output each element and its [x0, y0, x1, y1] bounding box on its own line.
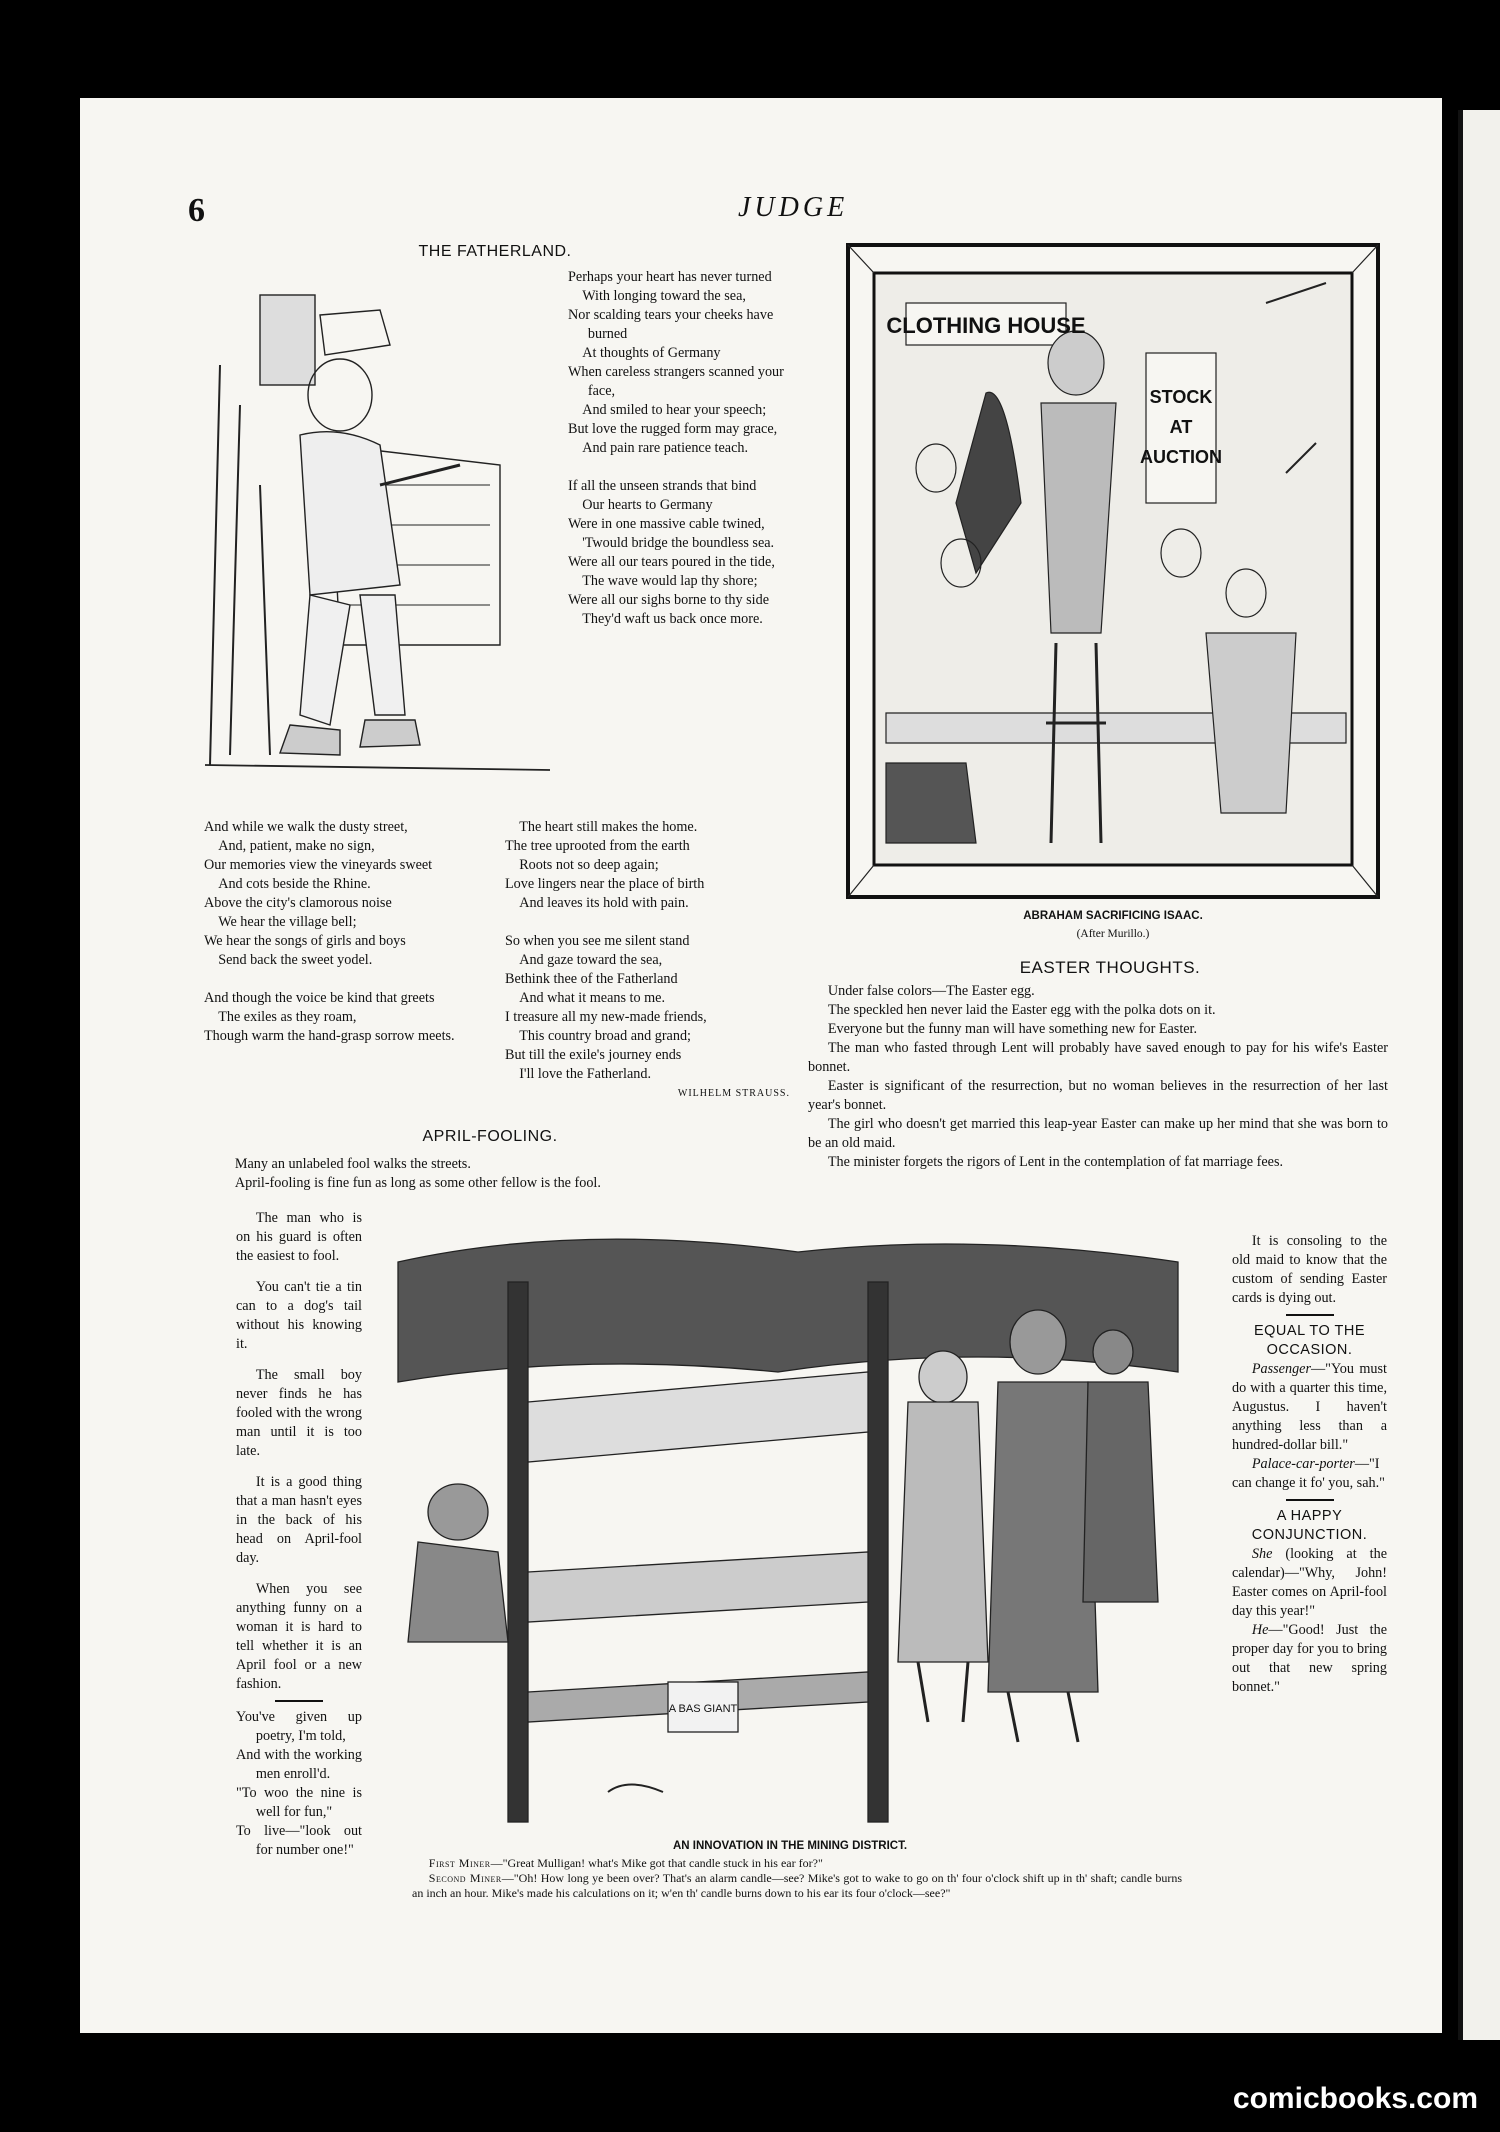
easter-paragraph: Everyone but the funny man will have something new for Easter.: [827, 1021, 1198, 1037]
next-page-edge: [1458, 110, 1500, 2040]
easter-paragraphs: [808, 982, 1388, 1172]
verse-line: If all the unseen strands that bind: [568, 478, 757, 494]
verse-line: But till the exile's journey ends: [505, 1047, 682, 1063]
equal-passenger-line: [1232, 1360, 1387, 1455]
verse-line: And with the working men enroll'd.: [236, 1747, 362, 1782]
verse-line: Nor scalding tears your cheeks have burned: [568, 307, 774, 342]
second-miner-quote: [412, 1871, 1182, 1901]
verse-line: And smiled to hear your speech;: [582, 402, 767, 418]
verse-line: So when you see me silent stand: [505, 933, 690, 949]
verse-line: Above the city's clamorous noise: [204, 895, 392, 911]
quote-text: —"Great Mulligan! what's Mike got that candle stuck in his ear for?": [490, 1856, 823, 1870]
verse-line: And pain rare patience teach.: [582, 440, 749, 456]
fatherland-illustration: [200, 285, 560, 775]
equal-porter-line: [1232, 1455, 1387, 1493]
speaker-label: Palace-car-porter: [1251, 1456, 1355, 1472]
mining-district-illustration: [378, 1222, 1196, 1834]
easter-paragraph: The minister forgets the rigors of Lent in the contemplation of fat marriage fees.: [827, 1154, 1284, 1170]
mining-dialogue: [412, 1856, 1182, 1901]
verse-line: Though warm the hand-grasp sorrow meets.: [204, 1028, 455, 1044]
page-border: [1458, 110, 1463, 2040]
verse-line: We hear the songs of girls and boys: [204, 933, 406, 949]
easter-paragraph: Under false colors—The Easter egg.: [827, 983, 1035, 999]
verse-line: We hear the village bell;: [218, 914, 357, 930]
auction-sign-line-2: AT: [1169, 417, 1193, 437]
april-intro-line: April-fooling is fine fun as long as some other fellow is the fool.: [234, 1175, 601, 1191]
verse-line: The tree uprooted from the earth: [505, 838, 690, 854]
verse-line: Were all our tears poured in the tide,: [568, 554, 775, 570]
verse-line: Were all our sighs borne to thy side: [568, 592, 769, 608]
verse-line: And gaze toward the sea,: [519, 952, 663, 968]
verse-line: And cots beside the Rhine.: [218, 876, 371, 892]
easter-paragraph: Easter is significant of the resurrection, but no woman believes in the resurrection of her last year's bonnet.: [808, 1078, 1388, 1113]
abraham-subcaption: (After Murillo.): [1076, 928, 1150, 940]
verse-line: I treasure all my new-made friends,: [505, 1009, 707, 1025]
fatherland-title: THE FATHERLAND.: [418, 243, 572, 260]
magazine-title: JUDGE: [738, 192, 849, 223]
quote-text: (looking at the calendar)—"Why, John! Easter comes on April-fool day this year!": [1232, 1546, 1387, 1619]
section-divider: [275, 1700, 323, 1702]
april-fooling-column: [236, 1209, 362, 1860]
verse-line: And what it means to me.: [519, 990, 665, 1006]
speaker-label: Second Miner: [428, 1871, 502, 1885]
verse-line: But love the rugged form may grace,: [568, 421, 778, 437]
right-narrow-column: [1232, 1232, 1387, 1697]
quote-text: —"Good! Just the proper day for you to bring out that new spring bonnet.": [1232, 1622, 1387, 1695]
happy-conjunction-title: A HAPPY CONJUNCTION.: [1251, 1508, 1368, 1543]
happy-he-line: [1232, 1621, 1387, 1697]
easter-title: EASTER THOUGHTS.: [1019, 958, 1201, 977]
fatherland-left-stanzas: [204, 818, 482, 1046]
verse-line: With longing toward the sea,: [582, 288, 746, 304]
fatherland-right-stanzas: [505, 818, 790, 1103]
verse-line: And while we walk the dusty street,: [204, 819, 408, 835]
verse-line: Our hearts to Germany: [582, 497, 713, 513]
clothing-house-sign: CLOTHING HOUSE: [886, 313, 1086, 338]
verse-line: When careless strangers scanned your face,: [568, 364, 784, 399]
april-fooling-title: APRIL-FOOLING.: [422, 1128, 558, 1145]
happy-she-line: [1232, 1545, 1387, 1621]
auction-sign-line-1: STOCK: [1149, 387, 1213, 407]
verse-line: This country broad and grand;: [519, 1028, 691, 1044]
verse-line: Our memories view the vineyards sweet: [204, 857, 433, 873]
easter-paragraph: The speckled hen never laid the Easter egg with the polka dots on it.: [827, 1002, 1216, 1018]
april-fooling-intro: [215, 1155, 765, 1193]
fatherland-author: WILHELM STRAUSS.: [677, 1088, 790, 1099]
verse-line: Roots not so deep again;: [519, 857, 659, 873]
april-paragraph: When you see anything funny on a woman it is hard to tell whether it is an April fool or a new fashion.: [236, 1581, 362, 1692]
auction-sign-line-3: AUCTION: [1140, 447, 1222, 467]
verse-line: You've given up poetry, I'm told,: [236, 1709, 362, 1744]
verse-line: 'Twould bridge the boundless sea.: [582, 535, 775, 551]
verse-line: And though the voice be kind that greets: [204, 990, 435, 1006]
verse-line: The wave would lap thy shore;: [582, 573, 758, 589]
crate-label: A BAS GIANT: [668, 1703, 738, 1715]
april-paragraph: It is a good thing that a man hasn't eyes in the back of his head on April-fool day.: [236, 1474, 362, 1566]
mining-caption: AN INNOVATION IN THE MINING DISTRICT.: [672, 1840, 908, 1852]
easter-paragraph: The girl who doesn't get married this leap-year Easter can make up her mind that she was born to be an old maid.: [808, 1116, 1388, 1151]
quote-text: —"I can change it fo' you, sah.": [1232, 1456, 1385, 1491]
fatherland-top-stanzas: [568, 268, 786, 629]
verse-line: The exiles as they roam,: [218, 1009, 357, 1025]
verse-line: Bethink thee of the Fatherland: [505, 971, 678, 987]
speaker-label: He: [1251, 1622, 1269, 1638]
verse-line: At thoughts of Germany: [582, 345, 721, 361]
easter-consoling-paragraph: It is consoling to the old maid to know that the custom of sending Easter cards is dying out.: [1232, 1233, 1387, 1306]
verse-line: They'd waft us back once more.: [582, 611, 763, 627]
watermark: comicbooks.com: [1232, 2082, 1478, 2115]
speaker-label: First Miner: [428, 1856, 491, 1870]
verse-line: Were in one massive cable twined,: [568, 516, 765, 532]
first-miner-quote: [412, 1856, 1182, 1871]
april-paragraph: The small boy never finds he has fooled with the wrong man until it is too late.: [236, 1367, 362, 1459]
page-number: 6: [188, 192, 205, 229]
section-divider: [1286, 1499, 1334, 1501]
verse-line: "To woo the nine is well for fun,": [236, 1785, 362, 1820]
april-intro-line: Many an unlabeled fool walks the streets.: [234, 1156, 471, 1172]
abraham-caption: ABRAHAM SACRIFICING ISAAC.: [1023, 910, 1203, 922]
quote-text: —"You must do with a quarter this time, Augustus. I haven't anything less than a hundred-dollar bill.": [1232, 1361, 1387, 1453]
april-paragraph: You can't tie a tin can to a dog's tail without his knowing it.: [236, 1279, 362, 1352]
verse-line: To live—"look out for number one!": [236, 1823, 362, 1858]
equal-to-occasion-title: EQUAL TO THE OCCASION.: [1253, 1323, 1366, 1358]
verse-line: And, patient, make no sign,: [218, 838, 375, 854]
quote-text: —"Oh! How long ye been over? That's an alarm candle—see? Mike's got to wake to go on th' four o'clock shift up in th' shaft; candle burns an inch an hour. Mike's made his calculations on it; w'en th' candle burns down to his ear its four o'clock—see?": [412, 1871, 1183, 1900]
verse-line: Love lingers near the place of birth: [505, 876, 705, 892]
verse-line: Perhaps your heart has never turned: [568, 269, 772, 285]
easter-paragraph: The man who fasted through Lent will probably have saved enough to pay for his wife's Easter bonnet.: [808, 1040, 1388, 1075]
abraham-sacrificing-isaac-illustration: [846, 243, 1380, 899]
verse-line: I'll love the Fatherland.: [519, 1066, 651, 1082]
speaker-label: She: [1251, 1546, 1273, 1562]
april-paragraph: The man who is on his guard is often the easiest to fool.: [236, 1210, 362, 1264]
section-divider: [1286, 1314, 1334, 1316]
verse-line: Send back the sweet yodel.: [218, 952, 373, 968]
speaker-label: Passenger: [1251, 1361, 1311, 1377]
verse-line: And leaves its hold with pain.: [519, 895, 689, 911]
verse-line: The heart still makes the home.: [519, 819, 698, 835]
